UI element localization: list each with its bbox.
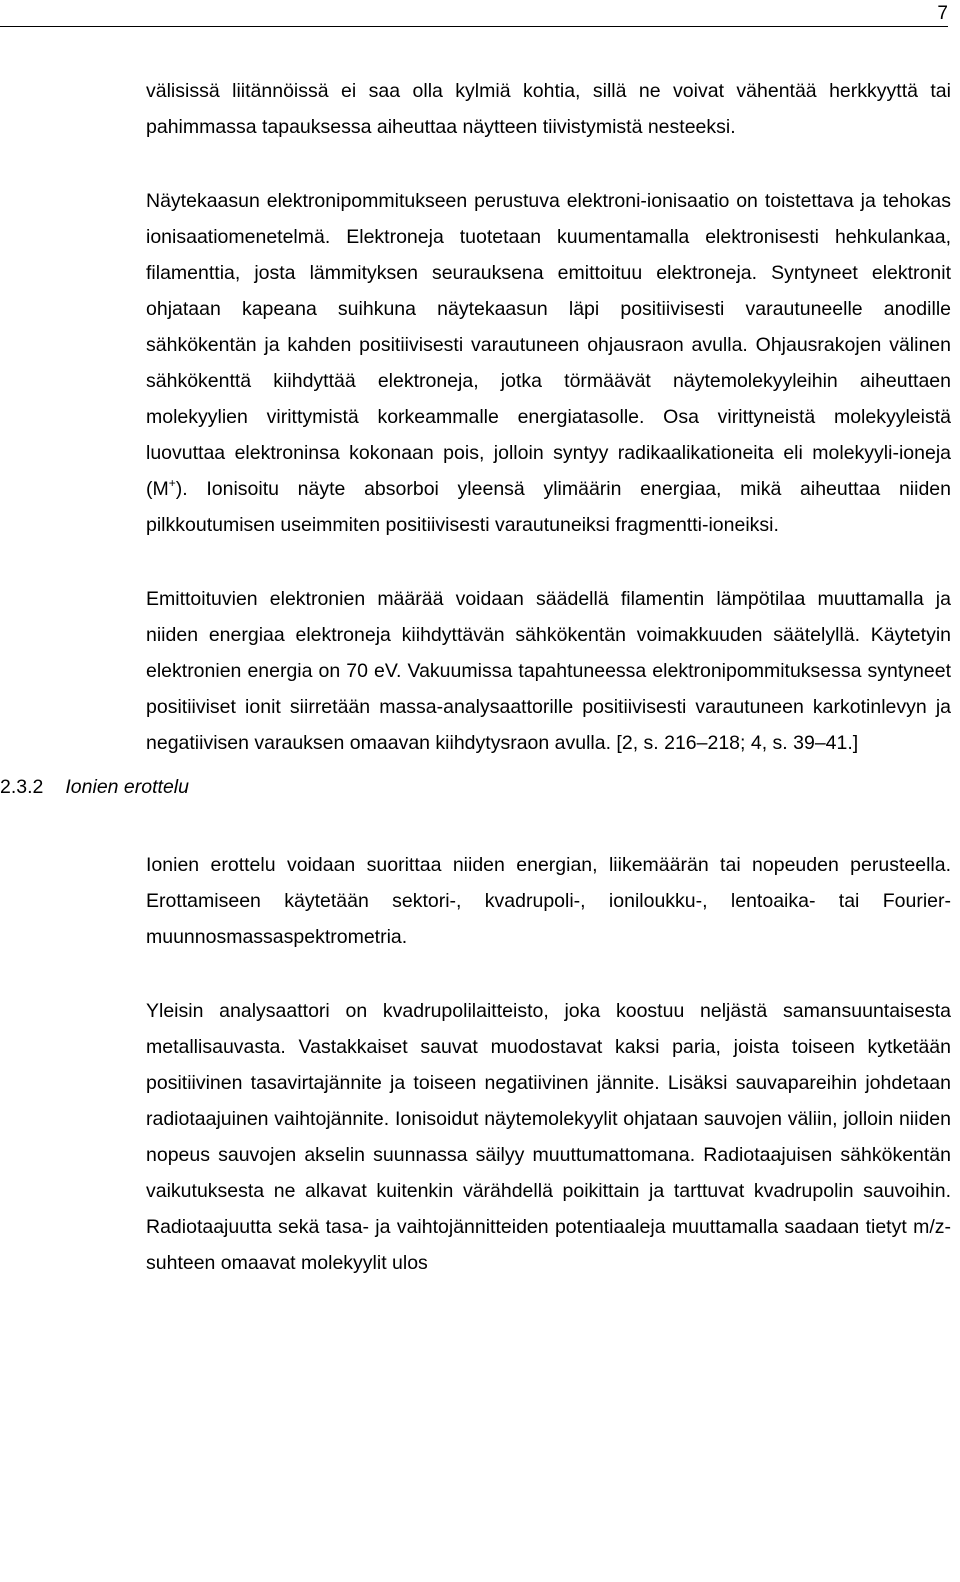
section-heading: [0, 769, 189, 805]
header-rule: [0, 26, 948, 27]
section-heading-row: [0, 769, 951, 847]
paragraph-5: Yleisin analysaattori on kvadrupolilaitteisto, joka koostuu neljästä samansuuntaisesta metallisauvasta. Vastakkaiset sauvat muodostavat kaksi paria, joista toiseen kytketään positiivinen tasavirtajännite ja toiseen negatiivinen jännite. Lisäksi sauvapareihin johdetaan radiotaajuinen vaihtojännite. Ionisoidut näytemolekyylit ohjataan sauvojen väliin, jolloin niiden nopeus sauvojen akselin suunnassa säilyy muuttumattomana. Radiotaajuisen sähkökentän vaikutuksesta ne alkavat kuitenkin värähdellä poikittain ja tarttuvat kvadrupolin sauvoihin. Radiotaajuutta sekä tasa- ja vaihtojännitteiden potentiaaleja muuttamalla saadaan tietyt m/z-suhteen omaavat molekyylit ulos: [146, 1000, 951, 1274]
paragraph-2-text: Näytekaasun elektronipommitukseen perustuva elektroni-ionisaatio on toistettava ja tehokas ionisaatiomenetelmä. Elektroneja tuotetaan kuumentamalla elektronisesti hehkulankaa, filamenttia, josta lämmityksen seurauksena emittoituu elektroneja. Syntyneet elektronit ohjataan kapeana suihkuna näytekaasun läpi positiivisesti varautuneelle anodille sähkökentän ja kahden positiivisesti varautuneen ohjausraon avulla. Ohjausrakojen välinen sähkökenttä kiihdyttää elektroneja, jotka törmäävät näytemolekyyleihin aiheuttaen molekyylien virittymistä korkeammalle energiatasolle. Osa virittyneistä molekyyleistä luovuttaa elektroninsa kokonaan pois, jolloin syntyy radikaalikationeita eli molekyyli-ioneja (M: [146, 190, 951, 500]
paragraph-2-tail: ). Ionisoitu näyte absorboi yleensä ylimäärin energiaa, mikä aiheuttaa niiden pilkkoutumisen useimmiten positiivisesti varautuneiksi fragmentti-ioneiksi.: [146, 478, 951, 536]
page-body: [0, 73, 951, 1281]
section-number: 2.3.2: [0, 776, 44, 798]
paragraph-1: välisissä liitännöissä ei saa olla kylmiä kohtia, sillä ne voivat vähentää herkkyyttä tai pahimmassa tapauksessa aiheuttaa näytteen tiivistymistä nesteeksi.: [146, 80, 951, 138]
page-number: 7: [937, 3, 948, 24]
section-title: Ionien erottelu: [65, 776, 189, 798]
paragraph-2: [146, 183, 951, 543]
paragraph-4: Ionien erottelu voidaan suorittaa niiden energian, liikemäärän tai nopeuden perusteella. Erottamiseen käytetään sektori-, kvadrupoli-, ioniloukku-, lentoaika- tai Fourier-muunnosmassaspektrometria.: [146, 854, 951, 948]
charge-superscript: +: [168, 476, 176, 490]
paragraph-3: Emittoituvien elektronien määrää voidaan säädellä filamentin lämpötilaa muuttamalla ja niiden energiaa elektroneja kiihdyttävän sähkökentän voimakkuuden säätelyllä. Käytetyin elektronien energia on 70 eV. Vakuumissa tapahtuneessa elektronipommituksessa syntyneet positiiviset ionit siirretään massa-analysaattorille positiivisesti varautuneen karkotinlevyn ja negatiivisen varauksen omaavan kiihdytysraon avulla. [2, s. 216–218; 4, s. 39–41.]: [146, 588, 951, 754]
